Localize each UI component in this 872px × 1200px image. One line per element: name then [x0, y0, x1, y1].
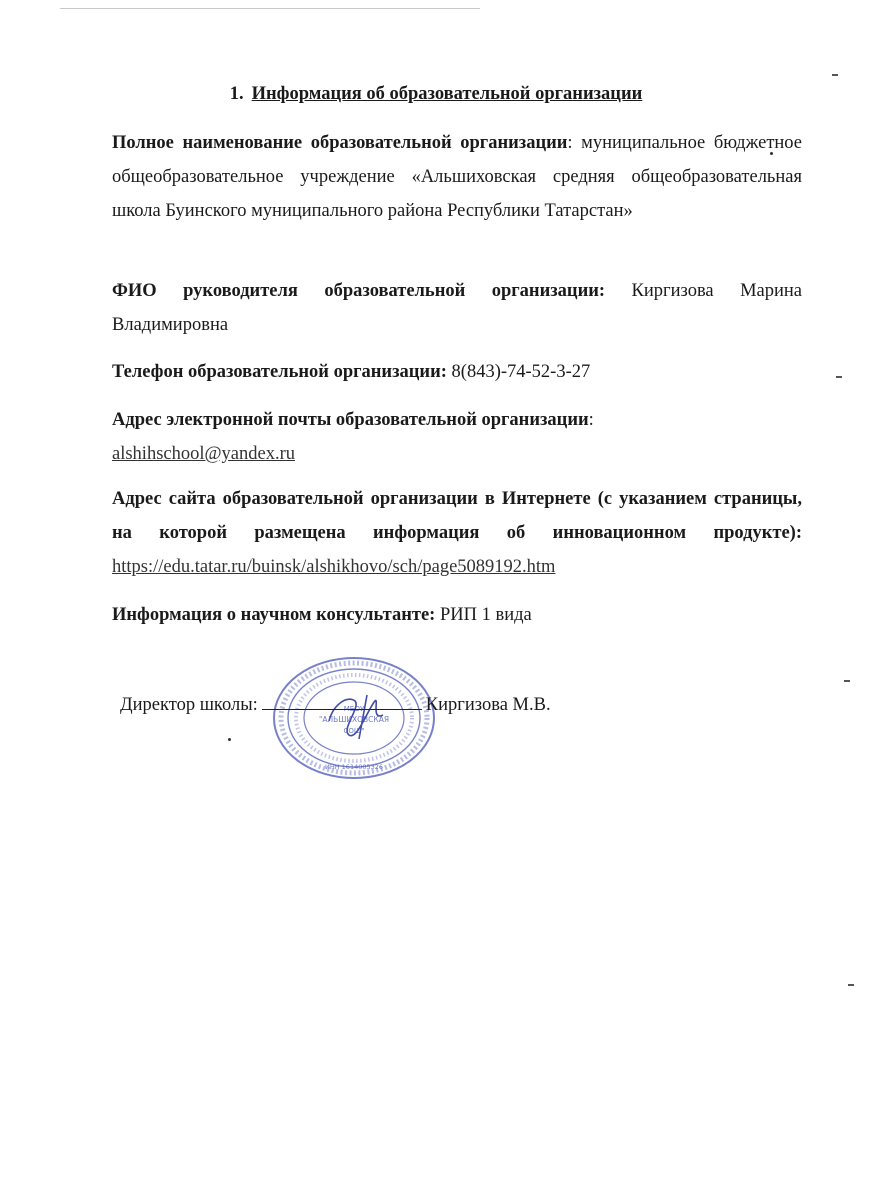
director-label: ФИО руководителя образовательной организации: — [112, 281, 606, 301]
director-value: Киргизова Марина Владимировна — [112, 281, 803, 335]
consultant-paragraph — [112, 598, 802, 632]
stamp-line-1: МБОУ — [343, 705, 365, 713]
stamp-line-3: СОШ" — [343, 727, 365, 735]
email-separator: : — [588, 410, 594, 430]
scan-edge-line — [60, 8, 480, 9]
scan-edge-mark — [836, 376, 842, 378]
consultant-label: Информация о научном консультанте: — [112, 605, 436, 625]
section-heading — [0, 84, 872, 105]
website-paragraph — [112, 482, 802, 584]
scan-speck — [228, 738, 231, 741]
phone-label: Телефон образовательной организации: — [112, 362, 447, 382]
org-name-separator: : — [567, 133, 573, 153]
stamp-line-2: "АЛЬШИХОВСКАЯ — [318, 715, 390, 724]
scan-edge-mark — [844, 680, 850, 682]
director-paragraph — [112, 274, 802, 342]
website-label: Адрес сайта образовательной организации в Интернете (с указанием страницы, на которой размещена информация об инновационном продукте): — [112, 489, 802, 543]
consultant-value: РИП 1 вида — [439, 605, 532, 625]
section-title: Информация об образовательной организации — [251, 84, 643, 104]
org-name-label: Полное наименование образовательной организации — [112, 133, 568, 153]
email-paragraph — [112, 403, 802, 471]
email-link[interactable]: alshihschool@yandex.ru — [112, 444, 295, 464]
org-name-paragraph — [112, 126, 802, 228]
phone-paragraph — [112, 355, 802, 389]
phone-value: 8(843)-74-52-3-27 — [451, 362, 591, 382]
signature-row — [120, 690, 720, 720]
stamp-inn: ИНН 1614005326 — [324, 763, 384, 771]
section-number: 1. — [229, 84, 244, 104]
signature-name: Киргизова М.В. — [425, 695, 551, 715]
website-link[interactable]: https://edu.tatar.ru/buinsk/alshikhovo/sch/page5089192.htm — [112, 557, 556, 577]
signature-role: Директор школы: — [120, 695, 258, 715]
scan-edge-mark — [832, 74, 838, 76]
email-label-bold: Адрес — [112, 410, 162, 430]
org-name-value: муниципальное бюджетное общеобразовательное учреждение «Альшиховская средняя общеобразовательная школа Буинского муниципального района Республики Татарстан» — [112, 133, 802, 221]
scan-edge-mark — [848, 984, 854, 986]
signature-line — [262, 709, 422, 710]
email-label-rest: электронной почты образовательной организации — [166, 410, 589, 430]
